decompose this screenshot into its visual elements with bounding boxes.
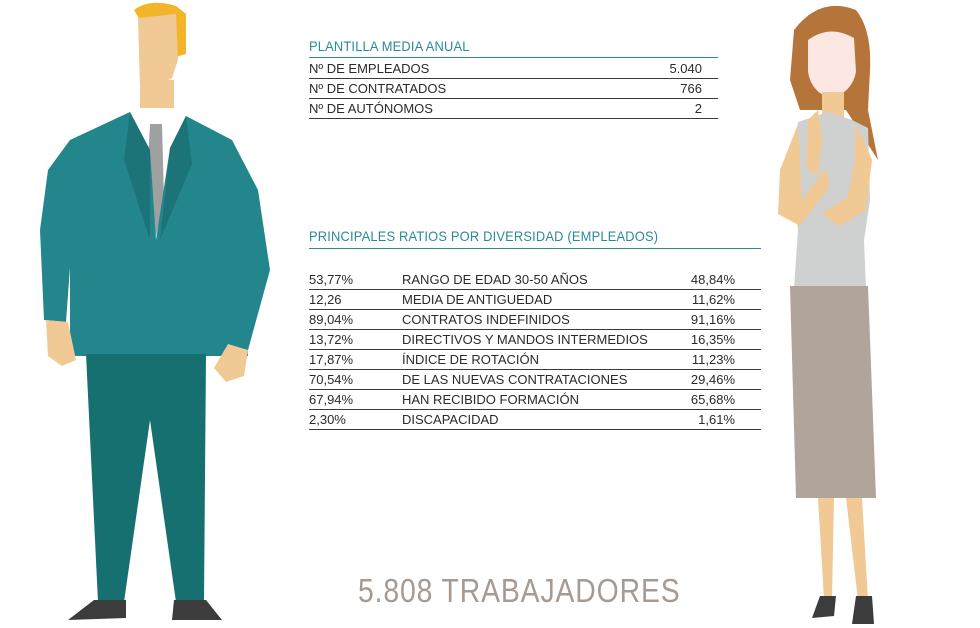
ratio-women-value: 11,23% [691,352,735,367]
plantilla-row-value: 5.040 [669,61,702,76]
ratios-row [309,309,761,330]
ratio-label: DIRECTIVOS Y MANDOS INTERMEDIOS [402,332,648,347]
ratio-women-value: 65,68% [690,392,735,407]
ratio-women-value: 29,46% [690,372,735,387]
ratio-label: RANGO DE EDAD 30-50 AÑOS [402,272,588,287]
plantilla-row [309,78,718,99]
ratio-men-value: 70,54% [309,372,354,387]
ratio-men-value: 53,77% [309,272,354,287]
plantilla-title: PLANTILLA MEDIA ANUAL [309,38,470,54]
ratio-label: MEDIA DE ANTIGUEDAD [402,292,553,307]
ratio-men-value: 67,94% [309,392,354,407]
ratios-row [309,329,761,350]
ratio-men-value: 13,72% [309,332,354,347]
ratio-men-value: 2,30% [309,412,346,427]
ratios-row [309,289,761,310]
ratio-label: CONTRATOS INDEFINIDOS [402,312,570,327]
ratio-women-value: 48,84% [690,272,735,287]
ratio-men-value: 17,87% [309,352,354,367]
ratios-title-rule [309,248,761,249]
ratio-women-value: 91,16% [690,312,735,327]
ratio-women-value: 16,35% [690,332,735,347]
plantilla-row-value: 2 [694,101,702,116]
ratios-title: PRINCIPALES RATIOS POR DIVERSIDAD (EMPLEADOS) [309,228,659,244]
ratios-row [309,369,761,390]
plantilla-row-label: Nº DE CONTRATADOS [309,81,447,96]
plantilla-row-value: 766 [680,81,702,96]
ratio-label: DISCAPACIDAD [402,412,499,427]
plantilla-row [309,58,718,79]
businesswoman-illustration [760,0,980,628]
ratio-men-value: 89,04% [309,312,354,327]
ratios-row [309,269,761,290]
ratio-women-value: 11,62% [691,292,735,307]
plantilla-row-label: Nº DE AUTÓNOMOS [309,101,433,116]
plantilla-row [309,98,718,119]
ratios-row [309,349,761,370]
businessman-illustration [0,0,290,628]
ratio-men-value: 12,26 [309,292,342,307]
ratio-label: ÍNDICE DE ROTACIÓN [402,352,539,367]
ratios-row [309,409,761,430]
plantilla-row-label: Nº DE EMPLEADOS [309,61,430,76]
ratio-label: HAN RECIBIDO FORMACIÓN [402,392,579,407]
total-workers: 5.808 TRABAJADORES [358,572,681,609]
ratios-row [309,389,761,410]
ratio-women-value: 1,61% [698,412,735,427]
ratio-label: DE LAS NUEVAS CONTRATACIONES [402,372,628,387]
